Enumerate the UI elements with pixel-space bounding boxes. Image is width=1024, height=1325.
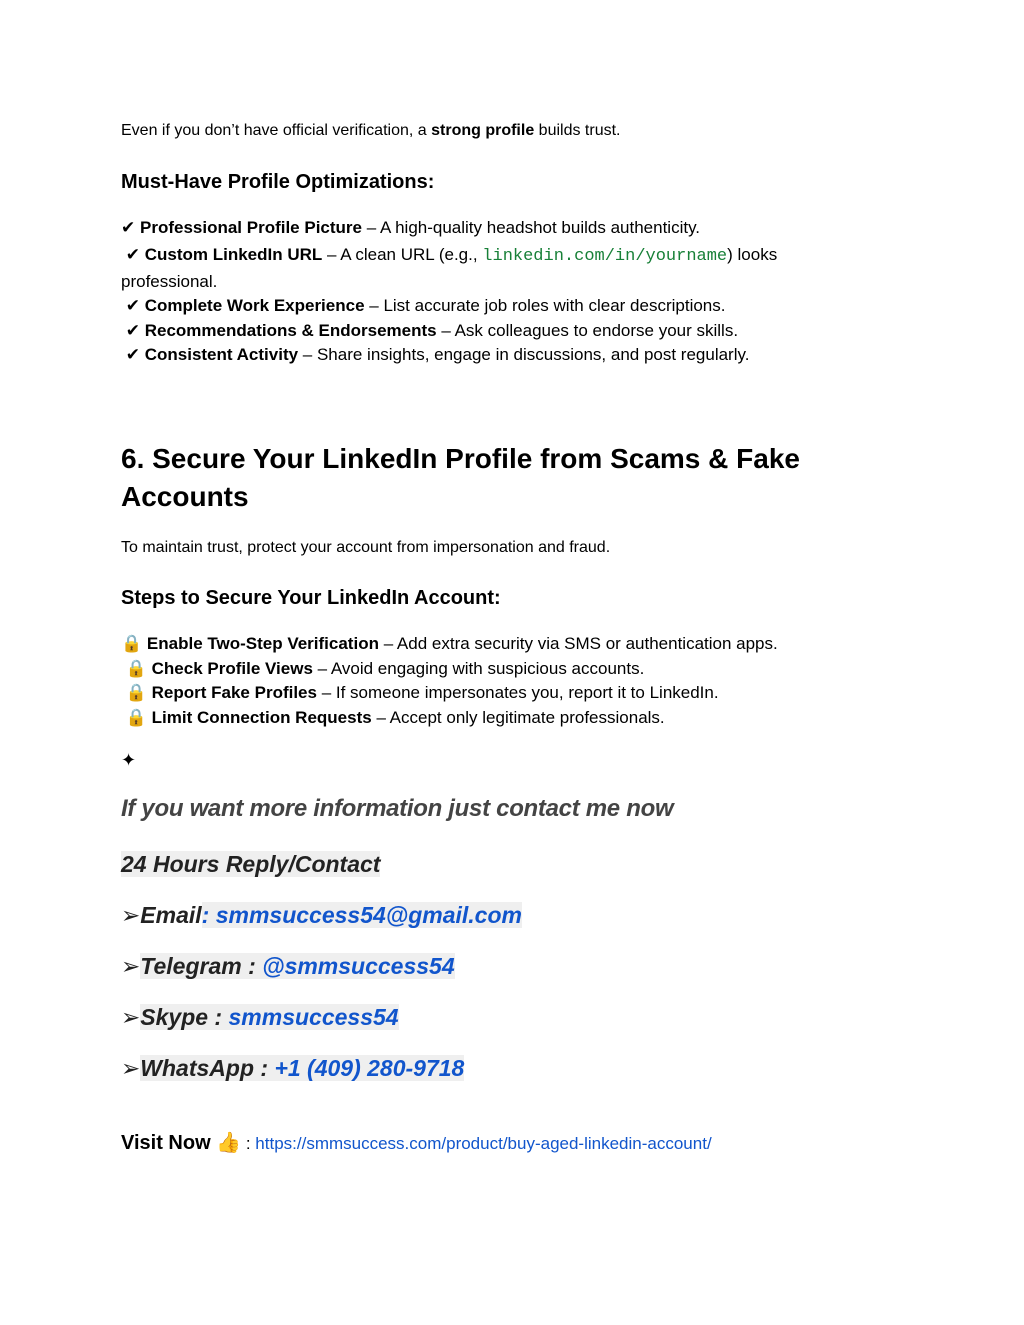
list-item: 🔒 Check Profile Views – Avoid engaging with suspicious accounts. (125, 658, 645, 678)
sparkle-icon: ✦ (121, 750, 137, 770)
list-item: ✔ Professional Profile Picture – A high-quality headshot builds authenticity. (121, 218, 701, 237)
list-item-wrap: professional. (121, 271, 218, 291)
telegram-label: Telegram : (140, 953, 263, 979)
visit-now: Visit Now 👍 : https://smmsuccess.com/product/buy-aged-linkedin-account/ (121, 1132, 712, 1154)
product-link[interactable]: https://smmsuccess.com/product/buy-aged-linkedin-account/ (255, 1134, 712, 1153)
list-item: 🔒 Report Fake Profiles – If someone impersonates you, report it to LinkedIn. (125, 683, 719, 702)
reply-notice: 24 Hours Reply/Contact (121, 851, 381, 877)
optimizations-list (121, 216, 861, 368)
list-item: ✔ Custom LinkedIn URL – A clean URL (e.g., linkedin.com/in/yourname) looks (125, 244, 778, 266)
telegram-contact (121, 951, 455, 981)
lock-icon: 🔒 (125, 683, 147, 702)
visit-label: Visit Now (121, 1132, 217, 1154)
lock-icon: 🔒 (121, 634, 143, 653)
check-icon: ✔ (125, 244, 140, 264)
section-6-heading: 6. Secure Your LinkedIn Profile from Scams & Fake Accounts (121, 443, 800, 512)
arrow-icon: ➢ (121, 902, 141, 928)
lock-icon: 🔒 (125, 658, 147, 678)
check-icon: ✔ (125, 345, 140, 364)
check-icon: ✔ (125, 296, 140, 315)
check-icon: ✔ (125, 320, 140, 340)
optimizations-heading: Must-Have Profile Optimizations: (121, 171, 435, 193)
list-item: ✔ Consistent Activity – Share insights, engage in discussions, and post regularly. (125, 345, 750, 364)
arrow-icon: ➢ (121, 1004, 141, 1030)
list-item: 🔒 Enable Two-Step Verification – Add extra security via SMS or authentication apps. (121, 634, 778, 653)
telegram-link[interactable]: @smmsuccess54 (262, 953, 455, 979)
steps-list (121, 632, 861, 730)
whatsapp-contact (121, 1053, 464, 1083)
check-icon: ✔ (121, 218, 136, 237)
thumbs-up-icon: 👍 (216, 1132, 242, 1154)
list-item: ✔ Recommendations & Endorsements – Ask colleagues to endorse your skills. (125, 320, 739, 340)
example-url: linkedin.com/in/yourname (482, 246, 728, 266)
email-link[interactable]: smmsuccess54@gmail.com (215, 902, 522, 928)
list-item: ✔ Complete Work Experience – List accurate job roles with clear descriptions. (125, 296, 726, 315)
section-6-intro: To maintain trust, protect your account from impersonation and fraud. (121, 539, 611, 556)
whatsapp-link[interactable]: +1 (409) 280-9718 (274, 1055, 465, 1081)
skype-link[interactable]: smmsuccess54 (228, 1004, 399, 1030)
email-contact: ➢Email: smmsuccess54@gmail.com (121, 902, 522, 928)
intro-paragraph: Even if you don’t have official verification, a strong profile builds trust. (121, 122, 621, 139)
arrow-icon: ➢ (121, 953, 141, 979)
steps-heading: Steps to Secure Your LinkedIn Account: (121, 587, 501, 609)
contact-cta: If you want more information just contact me now (121, 795, 674, 822)
whatsapp-label: WhatsApp : (140, 1055, 275, 1081)
email-label: Email (140, 902, 202, 928)
lock-icon: 🔒 (125, 707, 147, 727)
list-item: 🔒 Limit Connection Requests – Accept only legitimate professionals. (125, 707, 665, 727)
intro-bold: strong profile (431, 122, 535, 139)
skype-contact (121, 1002, 399, 1032)
skype-label: Skype : (140, 1004, 229, 1030)
arrow-icon: ➢ (121, 1055, 141, 1081)
